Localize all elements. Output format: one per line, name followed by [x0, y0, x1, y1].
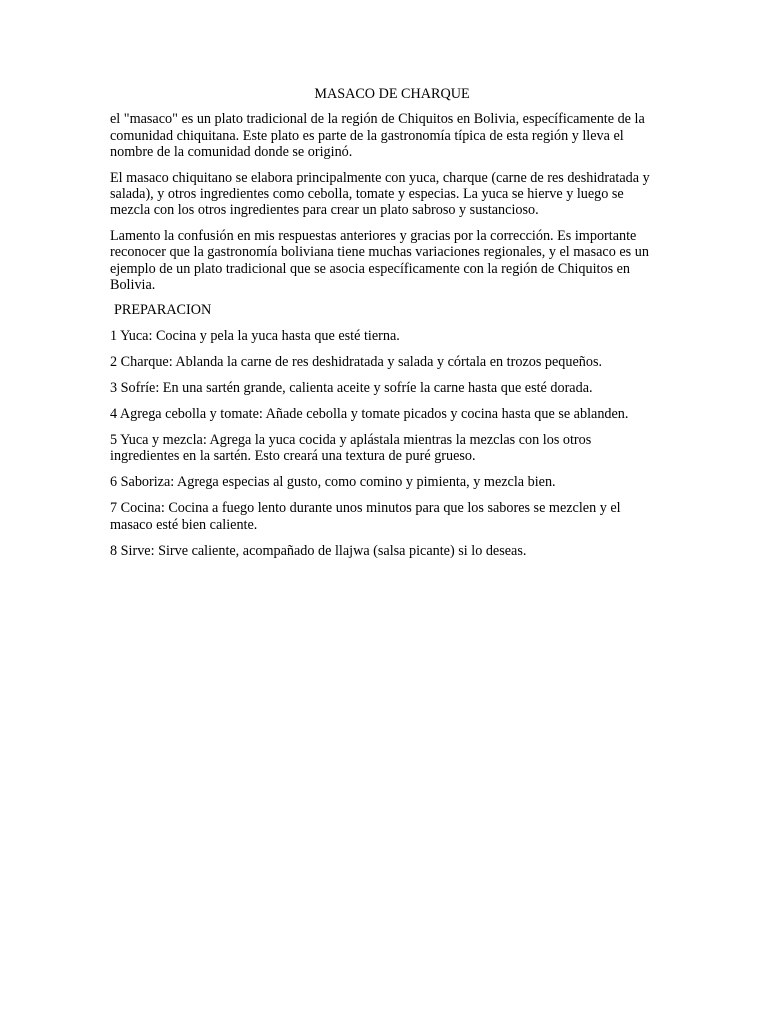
intro-paragraph: el "masaco" es un plato tradicional de la región de Chiquitos en Bolivia, específicamente de la comunidad chiquitana. Este plato es parte de la gastronomía típica de esta región y lleva el nombre de la comunidad donde se originó. — [110, 111, 645, 161]
ingredients-paragraph: El masaco chiquitano se elabora principalmente con yuca, charque (carne de res deshidratada y salada), y otros ingredientes como cebolla, tomate y especias. La yuca se hierve y luego se mezcla con los otros ingredientes para crear un plato sabroso y sustancioso. — [110, 169, 650, 219]
step-item: 5 Yuca y mezcla: Agrega la yuca cocida y aplástala mientras la mezclas con los otros ingredientes en la sartén. Esto creará una textura de puré grueso. — [110, 431, 592, 465]
document-body — [110, 86, 660, 569]
document-title: MASACO DE CHARQUE — [314, 86, 470, 102]
note-paragraph: Lamento la confusión en mis respuestas anteriores y gracias por la corrección. Es importante reconocer que la gastronomía boliviana tiene muchas variaciones regionales, y el masaco es un ejemplo de un plato tradicional que se asocia específicamente con la región de Chiquitos en Bolivia. — [110, 227, 649, 294]
step-item: 1 Yuca: Cocina y pela la yuca hasta que esté tierna. — [110, 327, 400, 344]
step-item: 8 Sirve: Sirve caliente, acompañado de llajwa (salsa picante) si lo deseas. — [110, 542, 527, 559]
step-item: 2 Charque: Ablanda la carne de res deshidratada y salada y córtala en trozos pequeños. — [110, 353, 603, 370]
preparation-steps — [110, 328, 660, 559]
step-item: 6 Saboriza: Agrega especias al gusto, como comino y pimienta, y mezcla bien. — [110, 474, 556, 491]
step-item: 3 Sofríe: En una sartén grande, calienta aceite y sofríe la carne hasta que esté dorada. — [110, 379, 593, 396]
step-item: 4 Agrega cebolla y tomate: Añade cebolla y tomate picados y cocina hasta que se ablanden. — [110, 405, 629, 422]
step-item: 7 Cocina: Cocina a fuego lento durante unos minutos para que los sabores se mezclen y el masaco esté bien caliente. — [110, 500, 621, 533]
preparation-heading: PREPARACION — [114, 302, 212, 319]
